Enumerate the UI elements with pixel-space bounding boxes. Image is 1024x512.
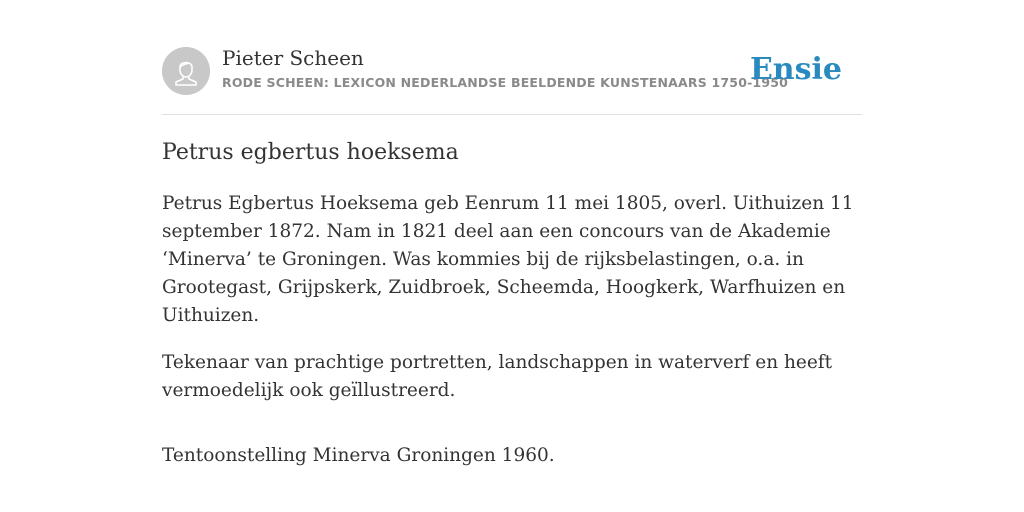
paragraph-biography: Petrus Egbertus Hoeksema geb Eenrum 11 mei 1805, overl. Uithuizen 11 september 1872. Nam in 1821 deel aan een concours van de Akademie ‘Minerva’ te Groningen. Was kommies bij de rijksbelastingen, o.a. in Grootegast, Grijpskerk, Zuidbroek, Scheemda, Hoogkerk, Warfhuizen en Uithuizen. (162, 193, 854, 326)
paragraph-exhibition: Tentoonstelling Minerva Groningen 1960. (162, 445, 555, 466)
source-label[interactable]: RODE SCHEEN: LEXICON NEDERLANDSE BEELDENDE KUNSTENAARS 1750-1950 (222, 75, 789, 90)
author-name[interactable]: Pieter Scheen (222, 46, 364, 70)
entry-card (162, 0, 862, 466)
article-body (162, 190, 862, 489)
page-title: Petrus egbertus hoeksema (162, 140, 459, 165)
entry-header (162, 0, 862, 115)
paragraph-work: Tekenaar van prachtige portretten, landschappen in waterverf en heeft vermoedelijk ook geïllustreerd. (162, 352, 833, 401)
brand-logo[interactable]: Ensie (749, 52, 842, 87)
user-icon[interactable] (162, 47, 210, 95)
